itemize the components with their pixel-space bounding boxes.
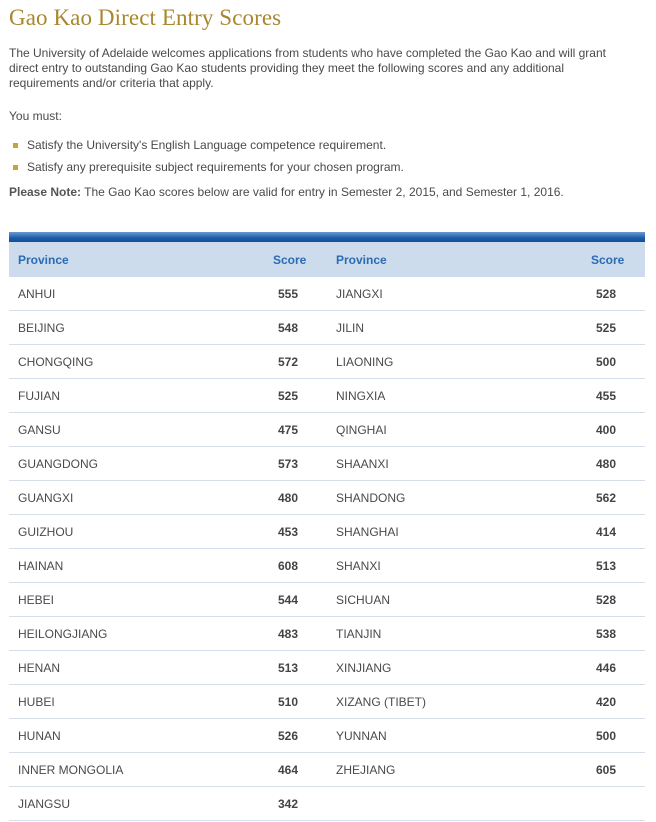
- province-cell: HAINAN: [9, 549, 265, 583]
- province-cell: SICHUAN: [327, 583, 583, 617]
- score-cell: 555: [265, 277, 327, 311]
- score-cell: 500: [583, 345, 645, 379]
- table-row: [9, 787, 645, 821]
- column-header-province: Province: [336, 252, 387, 267]
- province-cell: INNER MONGOLIA: [9, 753, 265, 787]
- table-row: [9, 379, 645, 413]
- intro-paragraph: The University of Adelaide welcomes applications from students who have completed the Gao Kao and will grant direct entry to outstanding Gao Kao students providing they meet the following scores and any additional requirements and/or criteria that apply.: [9, 46, 606, 90]
- column-header-province: Province: [18, 252, 69, 267]
- score-cell: 526: [265, 719, 327, 753]
- score-cell: 500: [583, 719, 645, 753]
- score-cell: 400: [583, 413, 645, 447]
- score-cell: 525: [583, 311, 645, 345]
- requirement-text: Satisfy the University's English Language competence requirement.: [27, 138, 387, 152]
- score-cell: 605: [583, 753, 645, 787]
- score-cell: 480: [583, 447, 645, 481]
- table-row: [9, 277, 645, 311]
- score-cell: 528: [583, 277, 645, 311]
- requirements-list: [9, 138, 645, 175]
- score-cell: 513: [265, 651, 327, 685]
- square-bullet-icon: [13, 165, 18, 170]
- score-cell: 548: [265, 311, 327, 345]
- score-cell: 538: [583, 617, 645, 651]
- scores-table-container: [9, 232, 645, 821]
- score-cell: 528: [583, 583, 645, 617]
- score-cell: 342: [265, 787, 327, 821]
- province-cell: XIZANG (TIBET): [327, 685, 583, 719]
- province-cell: HENAN: [9, 651, 265, 685]
- table-row: [9, 617, 645, 651]
- province-cell: QINGHAI: [327, 413, 583, 447]
- province-cell: SHANXI: [327, 549, 583, 583]
- province-cell: HUNAN: [9, 719, 265, 753]
- province-cell: GUANGDONG: [9, 447, 265, 481]
- score-cell: 480: [265, 481, 327, 515]
- you-must-label: You must:: [9, 109, 62, 123]
- province-cell: JILIN: [327, 311, 583, 345]
- score-cell: 420: [583, 685, 645, 719]
- score-cell: 453: [265, 515, 327, 549]
- scores-table: [9, 242, 645, 821]
- province-cell: NINGXIA: [327, 379, 583, 413]
- score-cell: 513: [583, 549, 645, 583]
- score-cell: 414: [583, 515, 645, 549]
- province-cell: SHANGHAI: [327, 515, 583, 549]
- province-cell: [327, 787, 583, 821]
- table-row: [9, 753, 645, 787]
- province-cell: GUIZHOU: [9, 515, 265, 549]
- table-top-bar: [9, 232, 645, 242]
- note-text: The Gao Kao scores below are valid for entry in Semester 2, 2015, and Semester 1, 2016.: [81, 185, 564, 199]
- table-row: [9, 685, 645, 719]
- province-cell: HEBEI: [9, 583, 265, 617]
- score-cell: 608: [265, 549, 327, 583]
- score-cell: 525: [265, 379, 327, 413]
- province-cell: YUNNAN: [327, 719, 583, 753]
- province-cell: ZHEJIANG: [327, 753, 583, 787]
- page-content: [9, 0, 645, 811]
- please-note: [9, 185, 645, 200]
- province-cell: BEIJING: [9, 311, 265, 345]
- province-cell: HUBEI: [9, 685, 265, 719]
- province-cell: ANHUI: [9, 277, 265, 311]
- score-cell: 572: [265, 345, 327, 379]
- table-row: [9, 413, 645, 447]
- note-label: Please Note:: [9, 185, 82, 199]
- province-cell: HEILONGJIANG: [9, 617, 265, 651]
- table-row: [9, 345, 645, 379]
- province-cell: TIANJIN: [327, 617, 583, 651]
- province-cell: XINJIANG: [327, 651, 583, 685]
- province-cell: JIANGSU: [9, 787, 265, 821]
- square-bullet-icon: [13, 143, 18, 148]
- province-cell: JIANGXI: [327, 277, 583, 311]
- province-cell: SHANDONG: [327, 481, 583, 515]
- requirement-text: Satisfy any prerequisite subject requirements for your chosen program.: [27, 160, 404, 174]
- province-cell: FUJIAN: [9, 379, 265, 413]
- score-cell: 510: [265, 685, 327, 719]
- table-row: [9, 515, 645, 549]
- table-header-row: [9, 242, 645, 277]
- score-cell: 573: [265, 447, 327, 481]
- province-cell: GANSU: [9, 413, 265, 447]
- column-header-score: Score: [273, 252, 307, 267]
- table-row: [9, 447, 645, 481]
- table-row: [9, 651, 645, 685]
- column-header-score: Score: [591, 252, 625, 267]
- requirement-item: [9, 138, 645, 153]
- score-cell: 464: [265, 753, 327, 787]
- table-row: [9, 311, 645, 345]
- province-cell: CHONGQING: [9, 345, 265, 379]
- table-row: [9, 481, 645, 515]
- score-cell: 475: [265, 413, 327, 447]
- page-title: Gao Kao Direct Entry Scores: [9, 5, 282, 30]
- province-cell: GUANGXI: [9, 481, 265, 515]
- table-row: [9, 583, 645, 617]
- table-row: [9, 549, 645, 583]
- score-cell: 562: [583, 481, 645, 515]
- table-body: [9, 277, 645, 821]
- score-cell: [583, 787, 645, 821]
- table-row: [9, 719, 645, 753]
- score-cell: 455: [583, 379, 645, 413]
- score-cell: 446: [583, 651, 645, 685]
- province-cell: LIAONING: [327, 345, 583, 379]
- score-cell: 483: [265, 617, 327, 651]
- score-cell: 544: [265, 583, 327, 617]
- requirement-item: [9, 160, 645, 175]
- province-cell: SHAANXI: [327, 447, 583, 481]
